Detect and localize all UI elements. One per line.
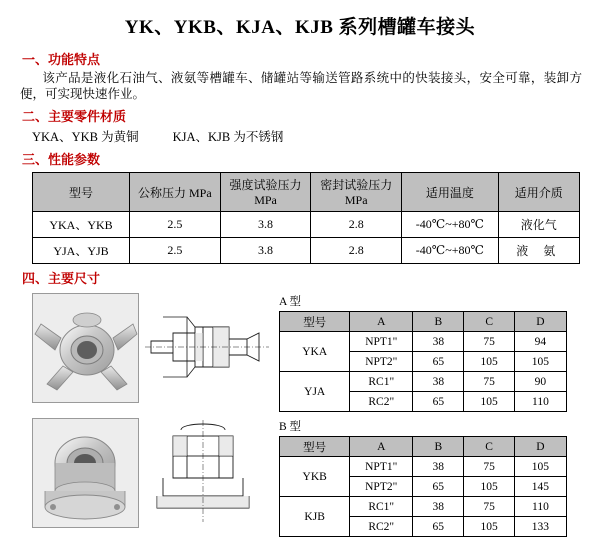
dimension-table-a [279, 311, 567, 412]
dim-a-cell: 110 [514, 392, 566, 412]
dim-b-header-c: C [464, 437, 514, 457]
drawing-b-graphic [143, 418, 273, 526]
table-row [280, 332, 567, 352]
dim-a-model-yja: YJA [280, 372, 350, 412]
perf-header-nominal-pressure: 公称压力 MPa [130, 173, 221, 212]
dim-b-cell: 110 [514, 497, 566, 517]
perf-cell-nominal: 2.5 [130, 238, 221, 264]
photo-a [32, 293, 139, 403]
perf-header-strength-pressure: 强度试验压力 MPa [220, 173, 311, 212]
dim-a-cell: 38 [413, 372, 464, 392]
dim-a-cell: 105 [464, 352, 514, 372]
dim-a-cell: NPT2" [350, 352, 413, 372]
photo-a-graphic [33, 294, 138, 402]
dim-b-header-model: 型号 [280, 437, 350, 457]
dimensions-section [10, 293, 590, 533]
performance-table [32, 172, 580, 264]
dimension-row-a [32, 293, 590, 412]
perf-cell-medium: 液 氨 [498, 238, 579, 264]
dim-a-header-model: 型号 [280, 312, 350, 332]
dim-b-cell: 38 [413, 497, 464, 517]
dim-a-cell: 90 [514, 372, 566, 392]
perf-header-seal-pressure: 密封试验压力 MPa [311, 173, 402, 212]
dim-a-header-b: B [413, 312, 464, 332]
dim-a-cell: 94 [514, 332, 566, 352]
dim-b-cell: NPT2" [350, 477, 413, 497]
perf-cell-strength: 3.8 [220, 238, 311, 264]
perf-cell-model: YJA、YJB [33, 238, 130, 264]
dim-a-header-c: C [464, 312, 514, 332]
perf-cell-temp: -40℃~+80℃ [402, 238, 499, 264]
dim-a-model-yka: YKA [280, 332, 350, 372]
dimension-table-b-label: B 型 [279, 421, 302, 433]
dim-b-model-kjb: KJB [280, 497, 350, 537]
table-header-row [33, 173, 580, 212]
perf-cell-model: YKA、YKB [33, 212, 130, 238]
perf-header-medium: 适用介质 [498, 173, 579, 212]
dim-b-model-ykb: YKB [280, 457, 350, 497]
dim-a-cell: 65 [413, 352, 464, 372]
section-heading-performance: 三、性能参数 [22, 152, 101, 167]
dim-a-cell: 105 [464, 392, 514, 412]
materials-line [32, 127, 590, 145]
dim-b-cell: 65 [413, 517, 464, 537]
perf-cell-temp: -40℃~+80℃ [402, 212, 499, 238]
page-title: YK、YKB、KJA、KJB 系列槽罐车接头 [124, 17, 476, 38]
dim-b-cell: 75 [464, 457, 514, 477]
table-row [280, 372, 567, 392]
dimension-row-b [32, 418, 590, 537]
drawing-a [143, 293, 273, 401]
perf-cell-seal: 2.8 [311, 238, 402, 264]
table-row [33, 238, 580, 264]
dim-b-cell: 65 [413, 477, 464, 497]
materials-left: YKA、YKB 为黄铜 [32, 130, 139, 144]
perf-cell-seal: 2.8 [311, 212, 402, 238]
perf-cell-nominal: 2.5 [130, 212, 221, 238]
photo-b [32, 418, 139, 528]
dimension-table-b-area [279, 418, 567, 537]
dim-a-cell: 75 [464, 332, 514, 352]
dim-a-cell: NPT1" [350, 332, 413, 352]
table-header-row [280, 312, 567, 332]
table-row [33, 212, 580, 238]
dim-a-header-a: A [350, 312, 413, 332]
dim-b-cell: 105 [464, 477, 514, 497]
dimension-table-a-area [279, 293, 567, 412]
drawing-b [143, 418, 273, 526]
section-heading-dimensions: 四、主要尺寸 [22, 271, 101, 286]
dimension-table-b [279, 436, 567, 537]
dim-b-cell: 105 [464, 517, 514, 537]
dim-b-cell: RC1" [350, 497, 413, 517]
dimension-table-a-label: A 型 [279, 296, 302, 308]
section-heading-features: 一、功能特点 [22, 52, 101, 67]
perf-cell-strength: 3.8 [220, 212, 311, 238]
dim-b-cell: 75 [464, 497, 514, 517]
dim-b-header-a: A [350, 437, 413, 457]
section-heading-materials: 二、主要零件材质 [22, 109, 127, 124]
features-text: 该产品是液化石油气、液氨等槽罐车、储罐站等输送管路系统中的快装接头，安全可靠，装卸方便，可实现快速作业。 [20, 71, 582, 101]
table-row [280, 457, 567, 477]
dim-b-cell: RC2" [350, 517, 413, 537]
dim-b-header-b: B [413, 437, 464, 457]
perf-cell-medium: 液化气 [498, 212, 579, 238]
dim-a-cell: 75 [464, 372, 514, 392]
dim-a-cell: RC1" [350, 372, 413, 392]
dim-b-cell: 105 [514, 457, 566, 477]
table-row [280, 497, 567, 517]
dim-a-cell: RC2" [350, 392, 413, 412]
perf-header-temperature: 适用温度 [402, 173, 499, 212]
table-header-row [280, 437, 567, 457]
dim-b-cell: 133 [514, 517, 566, 537]
dim-a-header-d: D [514, 312, 566, 332]
perf-header-model: 型号 [33, 173, 130, 212]
dim-a-cell: 38 [413, 332, 464, 352]
dim-a-cell: 105 [514, 352, 566, 372]
dim-a-cell: 65 [413, 392, 464, 412]
photo-b-graphic [33, 419, 138, 527]
dim-b-header-d: D [514, 437, 566, 457]
materials-right: KJA、KJB 为不锈钢 [172, 130, 284, 144]
dim-b-cell: 145 [514, 477, 566, 497]
drawing-a-graphic [143, 293, 273, 401]
features-paragraph [20, 70, 582, 102]
dim-b-cell: NPT1" [350, 457, 413, 477]
dim-b-cell: 38 [413, 457, 464, 477]
